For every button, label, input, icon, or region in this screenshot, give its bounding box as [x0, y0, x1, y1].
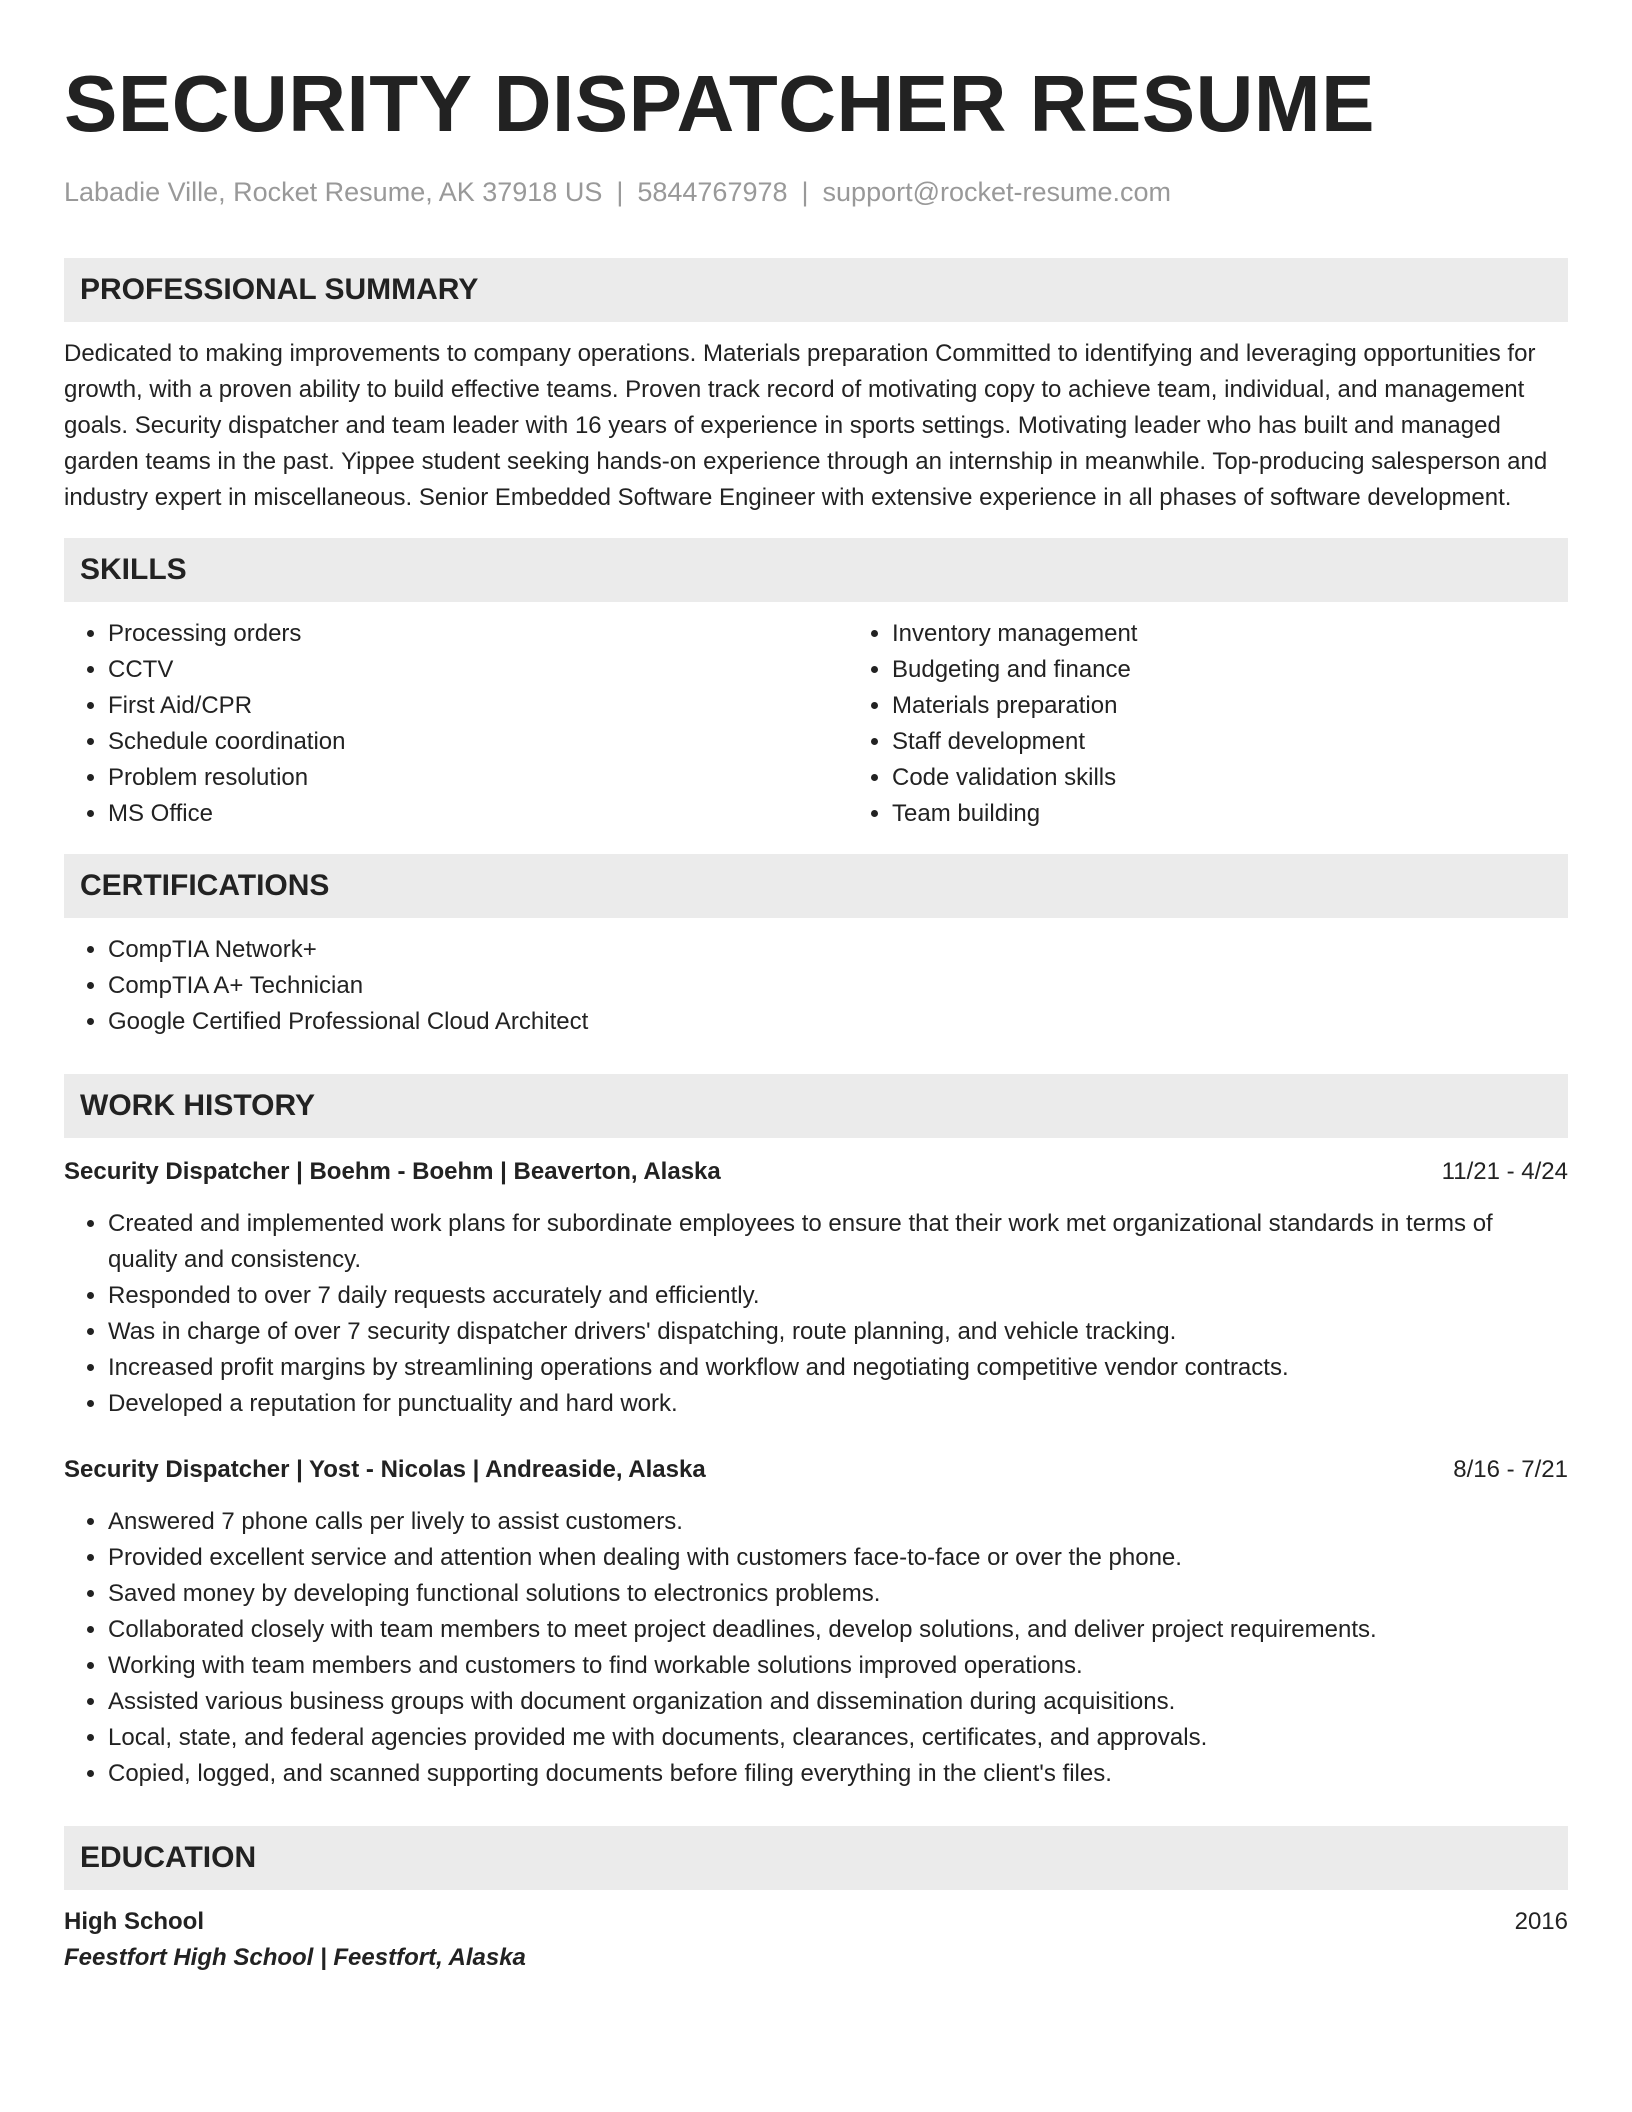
skill-item: • First Aid/CPR — [108, 688, 848, 724]
contact-separator: | — [801, 177, 809, 207]
job-bullet: • Saved money by developing functional solutions to electronics problems. — [108, 1576, 1568, 1612]
skill-item: • Budgeting and finance — [892, 652, 1632, 688]
job-bullet: • Increased profit margins by streamlining operations and workflow and negotiating competitive vendor contracts. — [108, 1350, 1568, 1386]
contact-line — [64, 174, 1568, 210]
skill-item: • Staff development — [892, 724, 1632, 760]
job-bullet: • Created and implemented work plans for subordinate employees to ensure that their work met organizational standards in terms of quality and consistency. — [108, 1206, 1568, 1278]
skill-item: • CCTV — [108, 652, 848, 688]
skill-item: • Problem resolution — [108, 760, 848, 796]
job-title: Security Dispatcher | Yost - Nicolas | Andreaside, Alaska — [64, 1456, 706, 1483]
job-bullet: • Collaborated closely with team members to meet project deadlines, develop solutions, and deliver project requirements. — [108, 1612, 1568, 1648]
summary-text: Dedicated to making improvements to company operations. Materials preparation Committed to identifying and leveraging opportunities for growth, with a proven ability to build effective teams. Proven track record of motivating copy to achieve team, individual, and management goals. Security dispatcher and team leader with 16 years of experience in sports settings. Motivating leader who has built and managed garden teams in the past. Yippee student seeking hands-on experience through an internship in meanwhile. Top-producing salesperson and industry expert in miscellaneous. Senior Embedded Software Engineer with extensive experience in all phases of software development. — [64, 340, 1548, 511]
skill-item: • Code validation skills — [892, 760, 1632, 796]
contact-address: Labadie Ville, Rocket Resume, AK 37918 US — [64, 177, 603, 207]
job-dates: 8/16 - 7/21 — [1453, 1456, 1568, 1483]
skills-column-left — [64, 616, 848, 832]
education-entry — [64, 1904, 1568, 1976]
contact-separator: | — [616, 177, 624, 207]
skill-item: • Processing orders — [108, 616, 848, 652]
job-bullet: • Provided excellent service and attention when dealing with customers face-to-face or over the phone. — [108, 1540, 1568, 1576]
skills-column-right — [848, 616, 1632, 832]
certification-item: • CompTIA Network+ — [108, 932, 1568, 968]
job-bullet: • Copied, logged, and scanned supporting documents before filing everything in the client's files. — [108, 1756, 1568, 1792]
contact-phone: 5844767978 — [637, 177, 788, 207]
contact-email: support@rocket-resume.com — [822, 177, 1172, 207]
job-bullet: • Local, state, and federal agencies provided me with documents, clearances, certificates, and approvals. — [108, 1720, 1568, 1756]
job-bullet: • Developed a reputation for punctuality and hard work. — [108, 1386, 1568, 1422]
resume-title: SECURITY DISPATCHER RESUME — [64, 59, 1375, 148]
education-year: 2016 — [1514, 1908, 1568, 1935]
education-header — [64, 1904, 1568, 1940]
job-entry — [64, 1452, 1568, 1792]
job-bullet: • Assisted various business groups with document organization and dissemination during acquisitions. — [108, 1684, 1568, 1720]
skill-item: • Team building — [892, 796, 1632, 832]
certification-item: • CompTIA A+ Technician — [108, 968, 1568, 1004]
certifications-heading: CERTIFICATIONS — [64, 854, 1568, 918]
skill-item: • MS Office — [108, 796, 848, 832]
job-bullet: • Answered 7 phone calls per lively to assist customers. — [108, 1504, 1568, 1540]
job-bullet: • Working with team members and customers to find workable solutions improved operations. — [108, 1648, 1568, 1684]
education-degree: High School — [64, 1908, 204, 1935]
job-bullets — [64, 1206, 1568, 1422]
job-bullet: • Responded to over 7 daily requests accurately and efficiently. — [108, 1278, 1568, 1314]
skills-list — [64, 616, 1568, 832]
job-bullet: • Was in charge of over 7 security dispatcher drivers' dispatching, route planning, and vehicle tracking. — [108, 1314, 1568, 1350]
skill-item: • Schedule coordination — [108, 724, 848, 760]
skill-item: • Materials preparation — [892, 688, 1632, 724]
certification-item: • Google Certified Professional Cloud Architect — [108, 1004, 1568, 1040]
summary-heading: PROFESSIONAL SUMMARY — [64, 258, 1568, 322]
job-bullets — [64, 1504, 1568, 1792]
job-header — [64, 1154, 1568, 1190]
job-header — [64, 1452, 1568, 1488]
education-school: Feestfort High School | Feestfort, Alaska — [64, 1944, 526, 1971]
job-dates: 11/21 - 4/24 — [1441, 1158, 1568, 1185]
job-title: Security Dispatcher | Boehm - Boehm | Beaverton, Alaska — [64, 1158, 721, 1185]
education-heading: EDUCATION — [64, 1826, 1568, 1890]
certifications-list — [64, 932, 1568, 1040]
skill-item: • Inventory management — [892, 616, 1632, 652]
skills-heading: SKILLS — [64, 538, 1568, 602]
work-history-heading: WORK HISTORY — [64, 1074, 1568, 1138]
job-entry — [64, 1154, 1568, 1422]
